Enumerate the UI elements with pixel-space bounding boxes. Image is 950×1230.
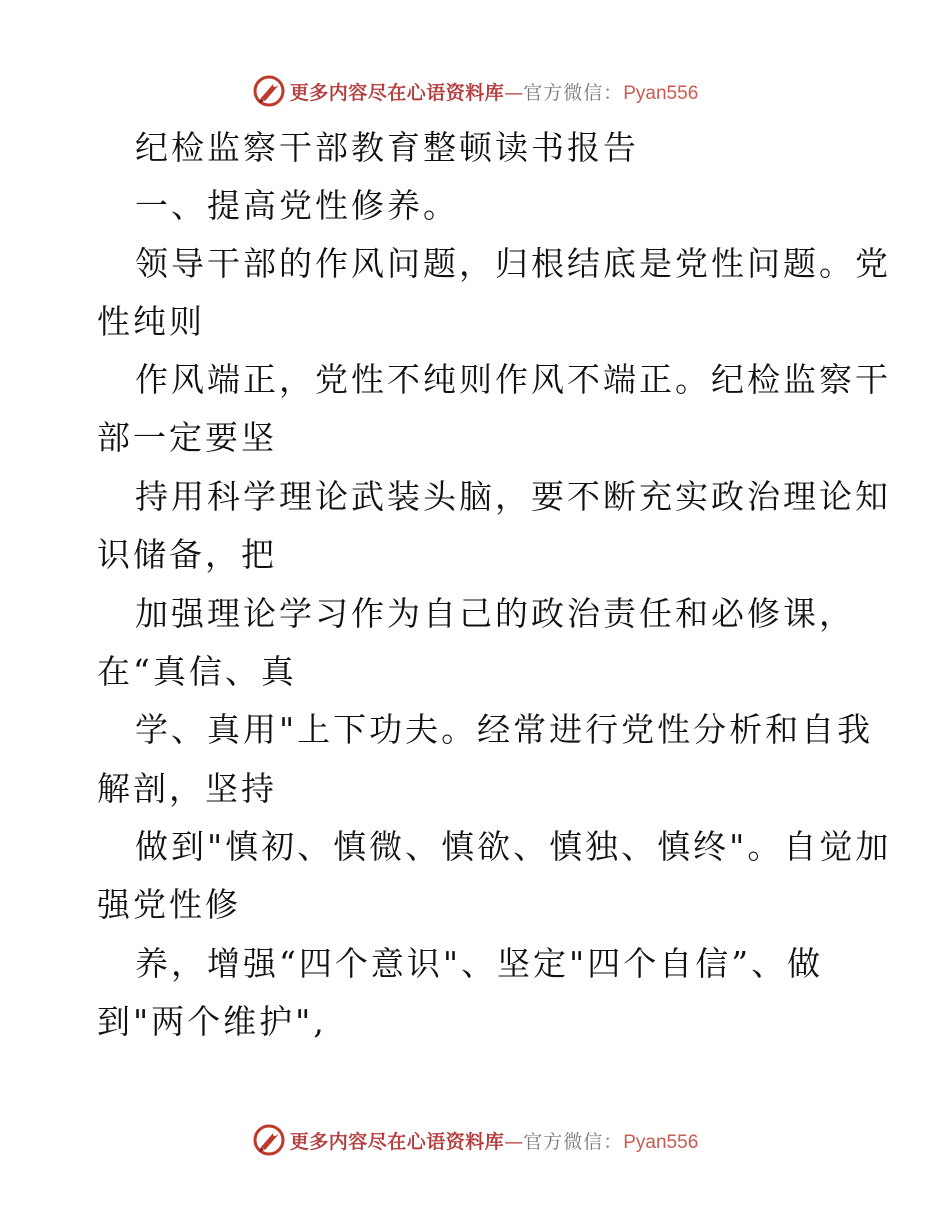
paragraph-line: 在“真信、真	[97, 652, 297, 691]
watermark-dash: —	[504, 1130, 524, 1153]
watermark-wechat-id: Pyan556	[623, 82, 699, 104]
watermark-wechat-id: Pyan556	[623, 1131, 699, 1153]
paragraph-line: 养，增强“四个意识"、坚定"四个自信”、做	[135, 944, 824, 983]
paragraph-line: 领导干部的作风问题，归根结底是党性问题。党	[135, 244, 891, 283]
paragraph-line: 解剖，坚持	[97, 769, 277, 808]
watermark-footer	[0, 1120, 950, 1160]
paragraph-line: 作风端正，党性不纯则作风不端正。纪检监察干	[135, 360, 891, 399]
paragraph-line: 强党性修	[97, 885, 241, 924]
watermark-main: 更多内容尽在心语资料库	[289, 1130, 505, 1153]
pen-logo-icon	[252, 74, 286, 108]
paragraph-line: 加强理论学习作为自己的政治责任和必修课，	[135, 594, 855, 633]
paragraph-line: 部一定要坚	[97, 418, 277, 457]
paragraph-line: 持用科学理论武装头脑，要不断充实政治理论知	[135, 477, 891, 516]
watermark-text	[290, 78, 699, 105]
pen-logo-icon	[252, 1123, 286, 1157]
watermark-text	[290, 1127, 699, 1154]
watermark-dash: —	[504, 81, 524, 104]
watermark-official-label: 官方微信：	[523, 81, 624, 104]
document-title: 纪检监察干部教育整顿读书报告	[135, 128, 639, 167]
paragraph-line: 识储备，把	[97, 535, 277, 574]
paragraph-line: 做到"慎初、慎微、慎欲、慎独、慎终"。自觉加	[135, 827, 892, 866]
paragraph-line: 到"两个维护",	[97, 1002, 327, 1041]
section-heading: 一、提高党性修养。	[135, 186, 459, 225]
paragraph-line: 学、真用"上下功夫。经常进行党性分析和自我	[135, 710, 874, 749]
watermark-main: 更多内容尽在心语资料库	[289, 81, 505, 104]
paragraph-line: 性纯则	[97, 302, 205, 341]
watermark-official-label: 官方微信：	[523, 1130, 624, 1153]
watermark-header	[0, 71, 950, 111]
